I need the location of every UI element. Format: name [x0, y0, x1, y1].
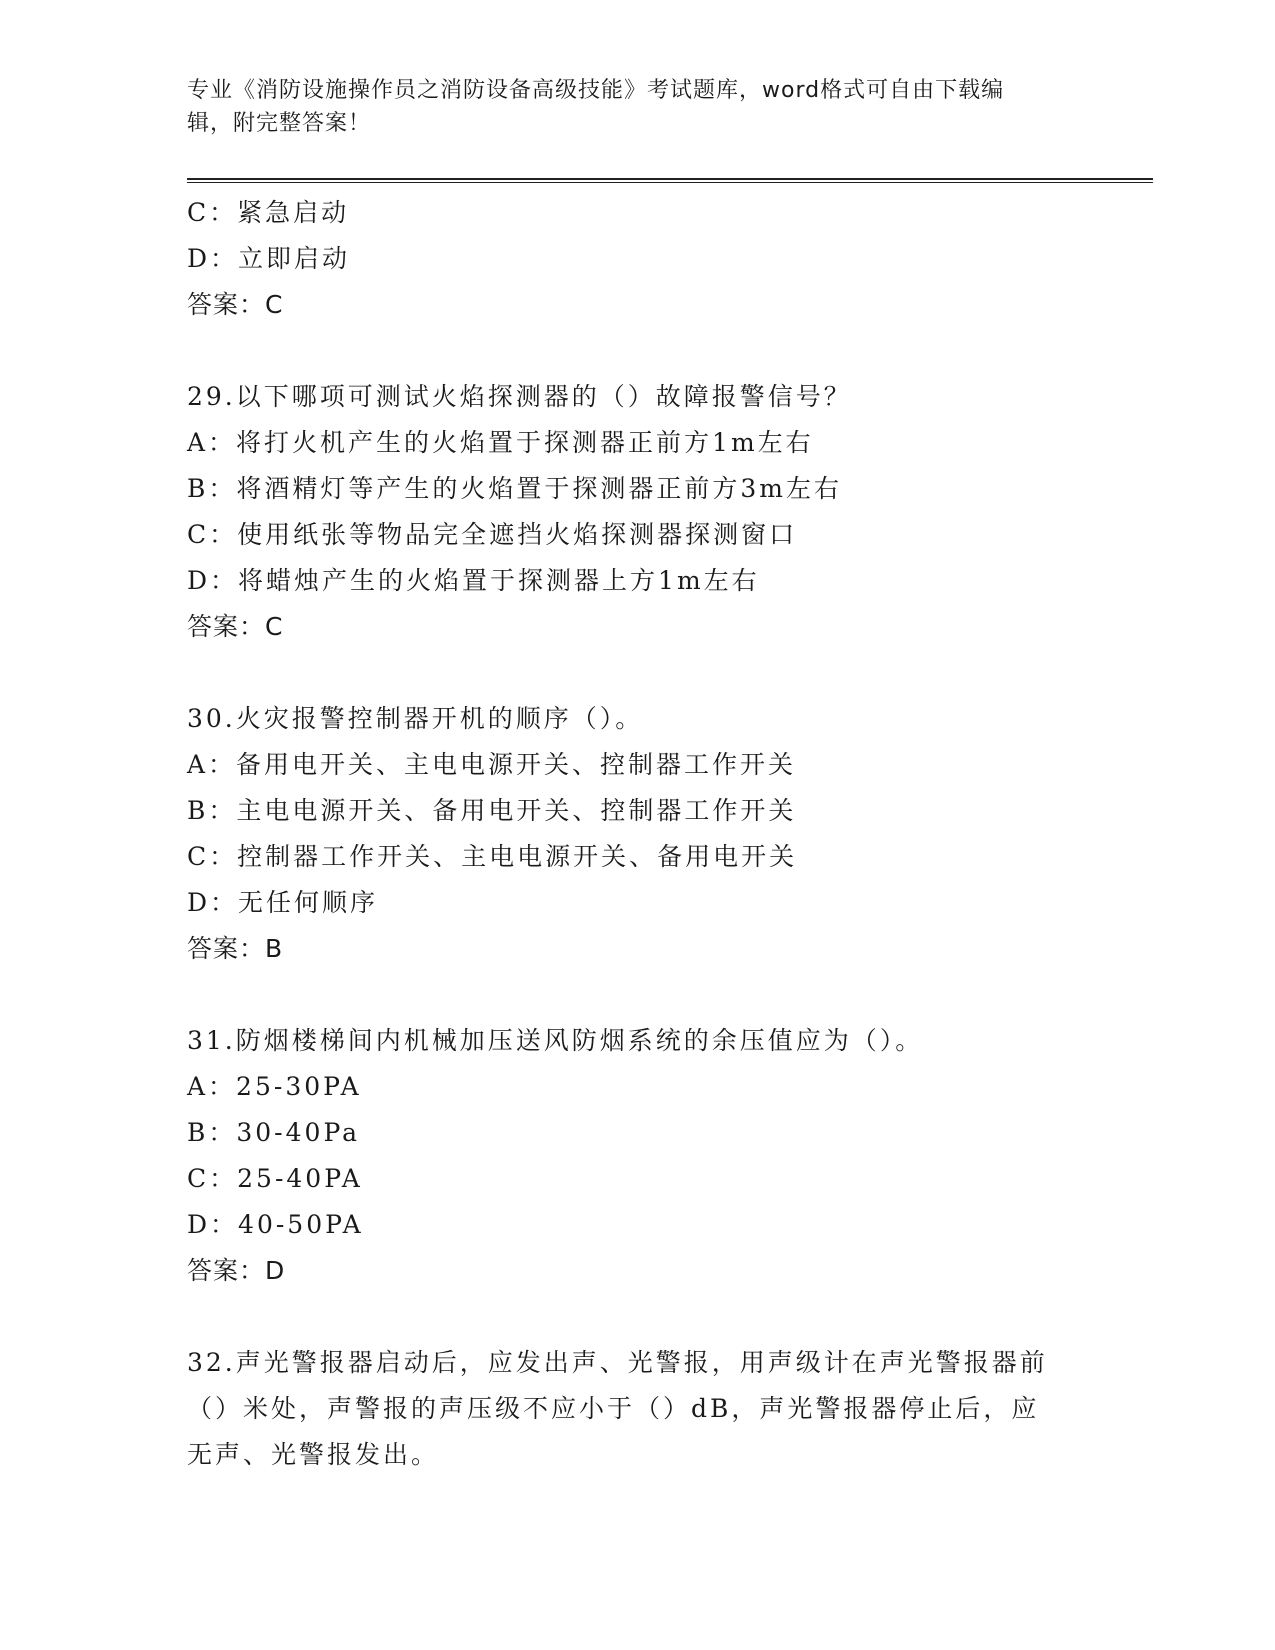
option-a: A：25-30PA — [187, 1072, 362, 1101]
option-a: A：将打火机产生的火焰置于探测器正前方1m左右 — [187, 428, 814, 457]
option-a: A：备用电开关、主电电源开关、控制器工作开关 — [187, 750, 797, 779]
option-d: D：40-50PA — [187, 1210, 364, 1239]
answer-line: 答案：B — [187, 934, 284, 963]
question-stem: 30.火灾报警控制器开机的顺序（）。 — [187, 704, 644, 733]
spacer — [187, 650, 1087, 696]
spacer — [187, 328, 1087, 374]
page-header — [187, 74, 1067, 140]
option-c: C：使用纸张等物品完全遮挡火焰探测器探测窗口 — [187, 520, 798, 549]
answer-line: 答案：D — [187, 1256, 286, 1285]
header-line-2: 辑，附完整答案！ — [187, 111, 372, 136]
question-32 — [187, 1340, 1087, 1478]
question-31 — [187, 1018, 1087, 1294]
option-d: D：无任何顺序 — [187, 888, 379, 917]
question-stem-line-2: （）米处，声警报的声压级不应小于（）dB，声光警报器停止后，应 — [187, 1394, 1040, 1423]
question-29 — [187, 374, 1087, 650]
option-d: D：立即启动 — [187, 244, 351, 273]
question-stem: 31.防烟楼梯间内机械加压送风防烟系统的余压值应为（）。 — [187, 1026, 924, 1055]
option-b: B：将酒精灯等产生的火焰置于探测器正前方3m左右 — [187, 474, 842, 503]
answer-line: 答案：C — [187, 612, 284, 641]
option-c: C：紧急启动 — [187, 198, 350, 227]
header-line-1: 专业《消防设施操作员之消防设备高级技能》考试题库，word格式可自由下载编 — [187, 78, 1005, 103]
question-30 — [187, 696, 1087, 972]
spacer — [187, 972, 1087, 1018]
option-b: B：主电电源开关、备用电开关、控制器工作开关 — [187, 796, 797, 825]
question-stem-line-3: 无声、光警报发出。 — [187, 1440, 440, 1469]
document-body — [187, 190, 1087, 1478]
option-d: D：将蜡烛产生的火焰置于探测器上方1m左右 — [187, 566, 760, 595]
question-stem: 29.以下哪项可测试火焰探测器的（）故障报警信号？ — [187, 382, 852, 411]
option-b: B：30-40Pa — [187, 1118, 361, 1147]
question-stem-line-1: 32.声光警报器启动后，应发出声、光警报，用声级计在声光警报器前 — [187, 1348, 1048, 1377]
option-c: C：25-40PA — [187, 1164, 363, 1193]
spacer — [187, 1294, 1087, 1340]
header-divider — [187, 178, 1153, 183]
answer-line: 答案：C — [187, 290, 284, 319]
option-c: C：控制器工作开关、主电电源开关、备用电开关 — [187, 842, 798, 871]
